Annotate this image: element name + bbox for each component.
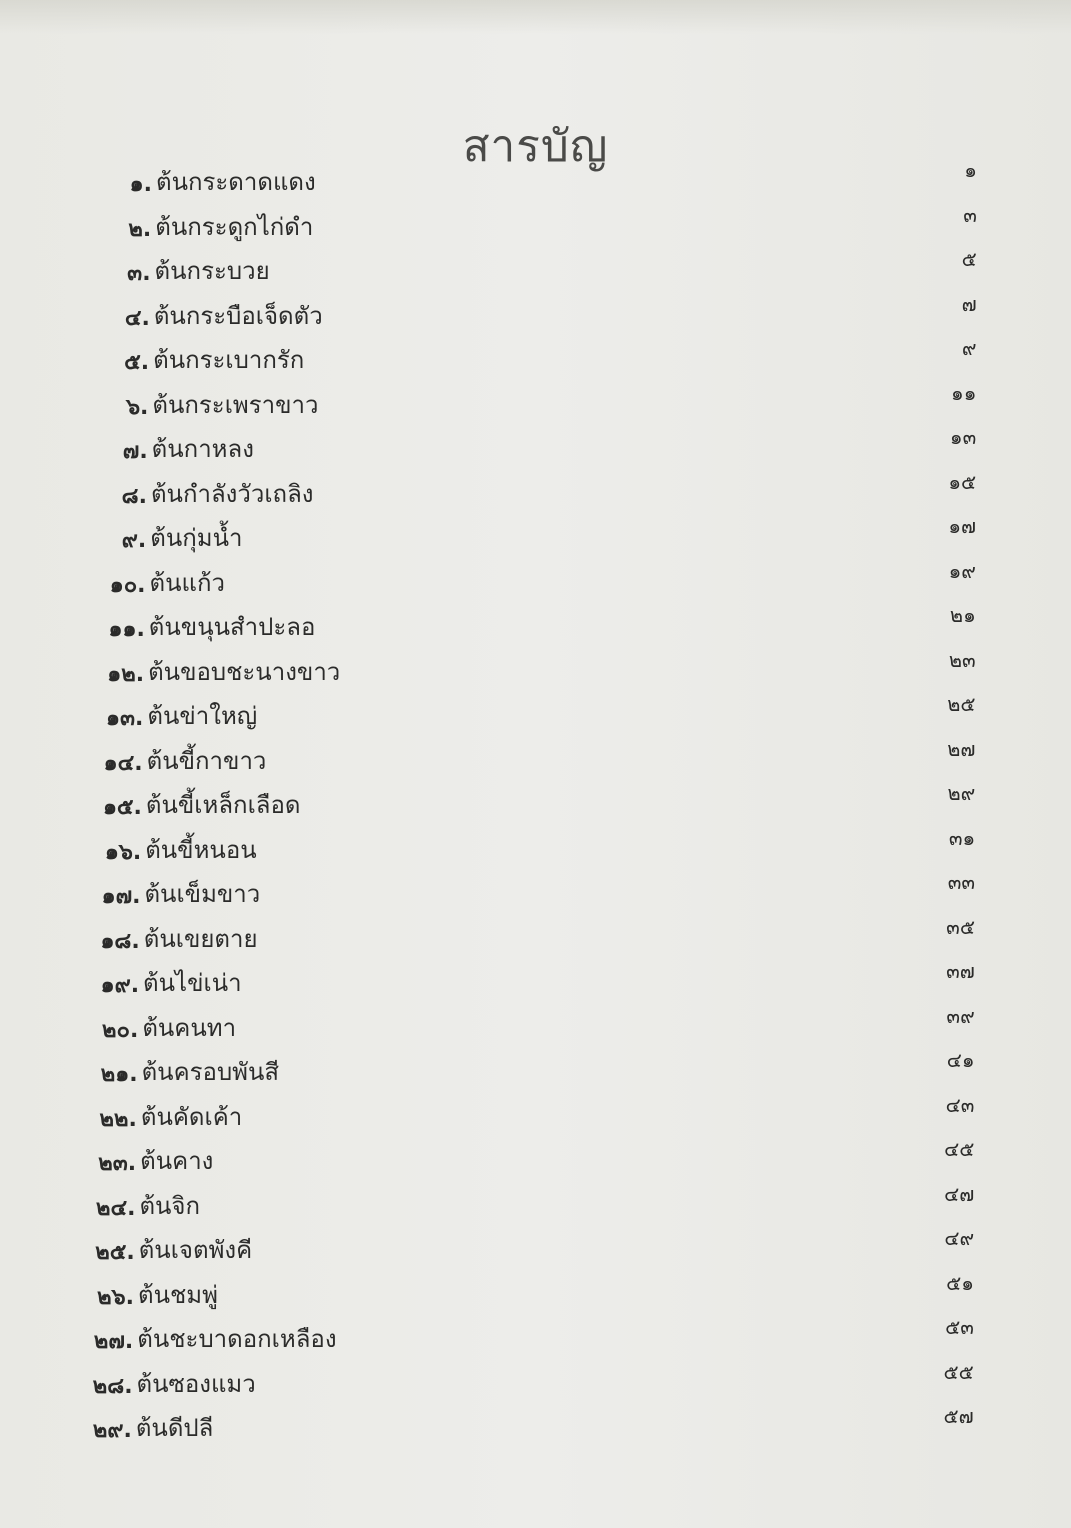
entry-page-number: ๔๙: [944, 1226, 975, 1250]
toc-entry: [0, 427, 1071, 471]
entry-title: ต้นกระดาดแดง: [156, 168, 316, 196]
entry-number: ๒๕.: [95, 1240, 135, 1265]
entry-number: ๒๗.: [93, 1329, 134, 1354]
entry-title: ต้นขี้กาขาว: [146, 746, 267, 775]
entry-title: ต้นกระบือเจ็ดตัว: [153, 301, 323, 330]
entry-page-number: ๓๙: [946, 1003, 975, 1028]
entry-number: ๑๙.: [100, 973, 140, 998]
entry-title: ต้นขนุนสำปะลอ: [148, 613, 316, 641]
entry-number: ๑๕.: [102, 795, 142, 820]
toc-entry: [0, 1050, 1071, 1094]
entry-page-number: ๒๙: [947, 781, 976, 805]
entry-number: ๑๐.: [109, 572, 146, 598]
entry-title: ต้นกาหลง: [151, 435, 254, 463]
toc-entry: [0, 605, 1071, 649]
entry-number: ๕.: [124, 350, 150, 375]
entry-page-number: ๓๑: [948, 825, 976, 850]
toc-entry: [0, 1317, 1071, 1361]
toc-entry: [0, 516, 1071, 560]
entry-page-number: ๑๓: [949, 425, 977, 449]
toc-entry: [0, 1181, 1071, 1228]
entry-number: ๒๓.: [98, 1151, 137, 1176]
entry-number: ๒๙.: [92, 1418, 132, 1443]
entry-page-number: ๔๕: [944, 1137, 975, 1161]
entry-page-number: ๒๓: [948, 647, 976, 672]
entry-page-number: ๔๗: [944, 1181, 975, 1206]
toc-entry: [0, 1270, 1071, 1317]
entry-page-number: ๑: [964, 158, 977, 182]
toc-entry: [0, 961, 1071, 1005]
toc-entry: [0, 1406, 1071, 1450]
entry-title: ต้นเขยตาย: [143, 924, 258, 953]
entry-title: ต้นกุ่มน้ำ: [150, 524, 243, 552]
entry-number: ๒๔.: [95, 1195, 136, 1221]
toc-entry: [0, 783, 1071, 827]
entry-number: ๑๘.: [100, 928, 140, 954]
entry-title: ต้นจิก: [139, 1191, 201, 1220]
entry-title: ต้นดีปลี: [135, 1414, 214, 1442]
toc-entry: [0, 736, 1071, 783]
toc-entry: [0, 291, 1071, 338]
entry-title: ต้นชมพู่: [138, 1280, 218, 1309]
entry-page-number: ๕๕: [943, 1359, 974, 1384]
entry-number: ๑๖.: [104, 839, 142, 865]
toc-entry: [0, 1092, 1071, 1139]
entry-title: ต้นชะบาดอกเหลือง: [137, 1325, 337, 1353]
entry-title: ต้นซองแมว: [136, 1369, 256, 1398]
entry-number: ๑๓.: [106, 706, 144, 731]
entry-number: ๑.: [129, 172, 152, 197]
entry-title: ต้นเข็มขาว: [144, 880, 261, 908]
entry-title: ต้นกำลังวัวเถลิง: [150, 479, 314, 508]
entry-page-number: ๕๗: [943, 1404, 974, 1428]
entry-title: ต้นกระบวย: [154, 257, 270, 285]
entry-page-number: ๔๑: [946, 1048, 975, 1072]
entry-number: ๑๗.: [101, 884, 141, 909]
toc-entry: [0, 202, 1071, 249]
toc-entry: [0, 338, 1071, 382]
toc-entry: [0, 160, 1071, 204]
entry-number: ๘.: [121, 483, 147, 509]
entry-page-number: ๗: [961, 291, 977, 316]
entry-title: ต้นขี้หนอน: [145, 835, 257, 864]
entry-page-number: ๒๗: [947, 736, 976, 761]
entry-number: ๑๒.: [107, 661, 145, 687]
page-title: สารบัญ: [462, 121, 609, 173]
entry-title: ต้นเจตพังคี: [138, 1236, 253, 1264]
entry-number: ๒๑.: [100, 1062, 138, 1087]
entry-page-number: ๓๓: [947, 870, 976, 894]
toc-entry: [0, 647, 1071, 694]
entry-page-number: ๑๕: [948, 469, 977, 494]
toc-entry: [0, 469, 1071, 516]
entry-title: ต้นไข่เน่า: [143, 969, 242, 997]
entry-number: ๒๘.: [92, 1373, 133, 1399]
entry-title: ต้นแก้ว: [149, 568, 225, 597]
toc-entry: [0, 1228, 1071, 1272]
entry-page-number: ๒๑: [949, 603, 976, 627]
entry-number: ๒๒.: [99, 1106, 137, 1132]
table-of-contents: [0, 160, 1071, 1460]
entry-page-number: ๒๕: [947, 692, 976, 716]
entry-number: ๓.: [127, 261, 151, 286]
entry-page-number: ๔๓: [945, 1092, 975, 1117]
entry-page-number: ๕๓: [945, 1315, 974, 1339]
toc-entry: [0, 558, 1071, 605]
entry-title: ต้นคัดเค้า: [140, 1102, 243, 1131]
entry-page-number: ๑๑: [951, 380, 977, 405]
entry-title: ต้นกระเบากรัก: [153, 346, 305, 374]
entry-title: ต้นกระดูกไก่ดำ: [155, 212, 314, 241]
entry-page-number: ๓: [963, 202, 977, 227]
entry-number: ๒๖.: [97, 1284, 134, 1310]
entry-title: ต้นข่าใหญ่: [147, 702, 258, 730]
entry-title: ต้นคาง: [140, 1147, 214, 1175]
entry-page-number: ๕๑: [946, 1270, 974, 1295]
entry-number: ๙.: [121, 528, 147, 553]
toc-entry: [0, 249, 1071, 293]
entry-page-number: ๓๗: [946, 959, 975, 983]
entry-number: ๔.: [124, 305, 150, 331]
entry-number: ๗.: [122, 439, 148, 464]
toc-entry: [0, 1003, 1071, 1050]
toc-entry: [0, 1139, 1071, 1183]
entry-page-number: ๕: [961, 247, 977, 271]
toc-entry: [0, 825, 1071, 872]
entry-number: ๑๔.: [103, 750, 143, 776]
entry-number: ๒.: [128, 216, 152, 242]
toc-entry: [0, 694, 1071, 738]
entry-page-number: ๑๗: [948, 514, 977, 538]
entry-title: ต้นขอบชะนางขาว: [148, 657, 341, 686]
entry-title: ต้นกระเพราขาว: [152, 390, 319, 419]
entry-page-number: ๙: [961, 336, 977, 360]
toc-entry: [0, 380, 1071, 427]
entry-title: ต้นคนทา: [142, 1013, 237, 1042]
entry-page-number: ๑๙: [948, 558, 976, 583]
entry-number: ๑๑.: [108, 617, 145, 642]
toc-entry: [0, 914, 1071, 961]
toc-entry: [0, 1359, 1071, 1406]
entry-number: ๒๐.: [102, 1017, 139, 1043]
entry-title: ต้นขี้เหล็กเลือด: [145, 791, 301, 819]
entry-title: ต้นครอบพันสี: [141, 1058, 280, 1086]
toc-entry: [0, 872, 1071, 916]
entry-page-number: ๓๕: [946, 914, 975, 939]
entry-number: ๖.: [126, 394, 149, 420]
